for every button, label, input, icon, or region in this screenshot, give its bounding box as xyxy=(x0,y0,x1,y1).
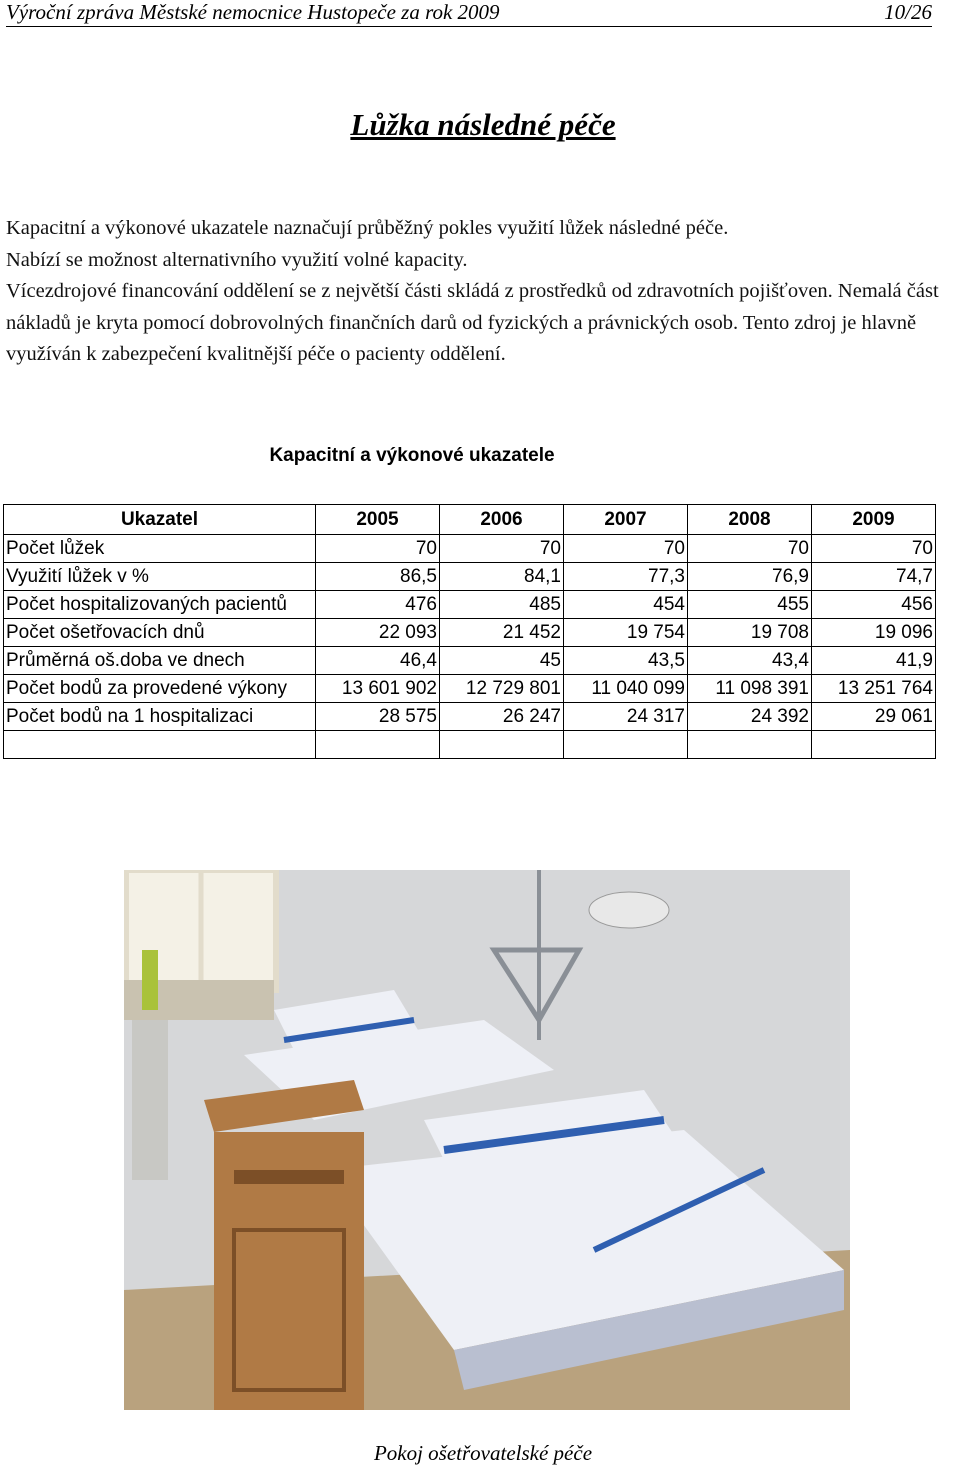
indicators-table xyxy=(3,504,936,759)
section-title: Lůžka následné péče xyxy=(350,107,616,142)
table-cell: 70 xyxy=(316,535,440,563)
table-cell: 24 392 xyxy=(688,703,812,731)
table-cell: 19 096 xyxy=(812,619,936,647)
header-cell-year: 2008 xyxy=(688,505,812,535)
paragraph-1: Kapacitní a výkonové ukazatele naznačují průběžný pokles využití lůžek následné péče. xyxy=(6,217,729,239)
body-text xyxy=(6,213,958,371)
table-cell: 70 xyxy=(812,535,936,563)
table-row xyxy=(4,591,936,619)
header-cell-year: 2005 xyxy=(316,505,440,535)
page-number: 10/26 xyxy=(884,0,932,24)
row-label: Počet hospitalizovaných pacientů xyxy=(4,591,316,619)
row-label: Počet bodů na 1 hospitalizaci xyxy=(4,703,316,731)
table-row xyxy=(4,675,936,703)
table-cell: 86,5 xyxy=(316,563,440,591)
table-cell: 11 040 099 xyxy=(564,675,688,703)
table-cell: 74,7 xyxy=(812,563,936,591)
paragraph-2: Nabízí se možnost alternativního využití volné kapacity. xyxy=(6,248,468,271)
header-cell-indicator: Ukazatel xyxy=(4,505,316,535)
table-cell: 76,9 xyxy=(688,563,812,591)
table-cell: 46,4 xyxy=(316,647,440,675)
wall-lamp xyxy=(589,892,669,928)
cabinet-drawer-handle xyxy=(234,1170,344,1184)
table-cell: 70 xyxy=(688,535,812,563)
table-cell: 77,3 xyxy=(564,563,688,591)
table-cell: 26 247 xyxy=(440,703,564,731)
table-cell: 45 xyxy=(440,647,564,675)
table-cell: 476 xyxy=(316,591,440,619)
empty-cell xyxy=(316,731,440,759)
header-cell-year: 2007 xyxy=(564,505,688,535)
table-row xyxy=(4,535,936,563)
header-cell-year: 2009 xyxy=(812,505,936,535)
table-header-row xyxy=(4,505,936,535)
running-header xyxy=(6,0,932,27)
bottle xyxy=(142,950,158,1010)
row-label: Počet bodů za provedené výkony xyxy=(4,675,316,703)
empty-cell xyxy=(564,731,688,759)
table-cell: 19 708 xyxy=(688,619,812,647)
table-cell: 19 754 xyxy=(564,619,688,647)
table-cell: 455 xyxy=(688,591,812,619)
row-label: Počet lůžek xyxy=(4,535,316,563)
table-cell: 28 575 xyxy=(316,703,440,731)
header-cell-year: 2006 xyxy=(440,505,564,535)
row-label: Využití lůžek v % xyxy=(4,563,316,591)
table-cell: 84,1 xyxy=(440,563,564,591)
photo-caption: Pokoj ošetřovatelské péče xyxy=(373,1441,593,1465)
table-row xyxy=(4,563,936,591)
table-row xyxy=(4,619,936,647)
table-cell: 43,5 xyxy=(564,647,688,675)
empty-cell xyxy=(4,731,316,759)
table-cell: 22 093 xyxy=(316,619,440,647)
table-cell: 454 xyxy=(564,591,688,619)
table-cell: 485 xyxy=(440,591,564,619)
table-cell: 11 098 391 xyxy=(688,675,812,703)
table-row xyxy=(4,703,936,731)
table-cell: 43,4 xyxy=(688,647,812,675)
report-title: Výroční zpráva Městské nemocnice Hustopeče za rok 2009 xyxy=(6,0,500,24)
table-cell: 29 061 xyxy=(812,703,936,731)
table-empty-row xyxy=(4,731,936,759)
paragraph-3: Vícezdrojové financování oddělení se z největší části skládá z prostředků od zdravotních pojišťoven. Nemalá část nákladů je kryta pomocí dobrovolných finančních darů od fyzických a právnických osob. Tento zdroj je hlavně využíván k zabezpečení kvalitnější péče o pacienty oddělení. xyxy=(6,280,939,365)
table-cell: 12 729 801 xyxy=(440,675,564,703)
table-row xyxy=(4,647,936,675)
radiator xyxy=(132,1020,168,1180)
room-photo-illustration xyxy=(124,870,850,1410)
row-label: Počet ošetřovacích dnů xyxy=(4,619,316,647)
row-label: Průměrná oš.doba ve dnech xyxy=(4,647,316,675)
table-cell: 13 601 902 xyxy=(316,675,440,703)
table-cell: 70 xyxy=(564,535,688,563)
table-cell: 70 xyxy=(440,535,564,563)
room-photo xyxy=(124,870,850,1410)
table-cell: 24 317 xyxy=(564,703,688,731)
empty-cell xyxy=(440,731,564,759)
table-cell: 41,9 xyxy=(812,647,936,675)
table-cell: 21 452 xyxy=(440,619,564,647)
empty-cell xyxy=(812,731,936,759)
table-cell: 456 xyxy=(812,591,936,619)
table-title: Kapacitní a výkonové ukazatele xyxy=(269,445,555,466)
table-cell: 13 251 764 xyxy=(812,675,936,703)
empty-cell xyxy=(688,731,812,759)
